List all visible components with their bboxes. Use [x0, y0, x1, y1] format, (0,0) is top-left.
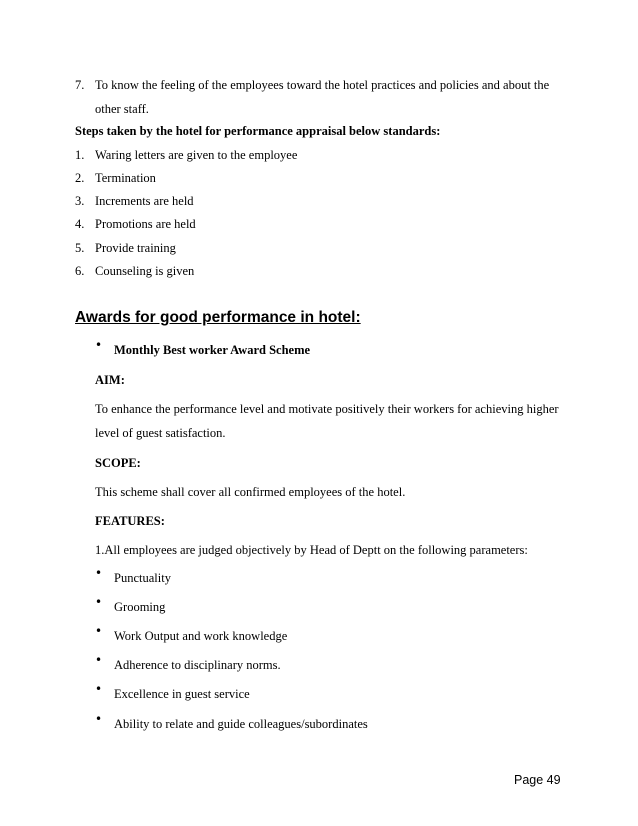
parameter-item: Ability to relate and guide colleagues/subordinates — [114, 717, 368, 731]
bullet-icon: • — [95, 653, 103, 667]
bullet-icon: • — [95, 595, 103, 609]
parameter-item: Adherence to disciplinary norms. — [114, 658, 281, 672]
steps-list-item — [75, 263, 194, 279]
item-7-line-1 — [75, 77, 549, 93]
parameter-item: Grooming — [114, 600, 166, 614]
bullet-icon: • — [95, 338, 103, 352]
awards-heading: Awards for good performance in hotel: — [75, 309, 361, 326]
steps-item-number: 2. — [75, 171, 85, 185]
aim-text-line-2: level of guest satisfaction. — [95, 426, 226, 440]
features-intro: 1.All employees are judged objectively by Head of Deptt on the following parameters: — [95, 543, 528, 557]
steps-list-item — [75, 240, 176, 256]
steps-item-text: Waring letters are given to the employee — [95, 148, 298, 162]
steps-item-text: Provide training — [95, 241, 176, 255]
scope-text: This scheme shall cover all confirmed employees of the hotel. — [95, 485, 406, 499]
steps-item-number: 5. — [75, 241, 85, 255]
steps-heading: Steps taken by the hotel for performance appraisal below standards: — [75, 124, 441, 138]
bullet-icon: • — [95, 682, 103, 696]
item-7-number: 7. — [75, 78, 85, 92]
aim-label: AIM: — [95, 373, 125, 387]
aim-text-line-1: To enhance the performance level and motivate positively their workers for achieving higher — [95, 402, 559, 416]
parameter-item: Punctuality — [114, 571, 171, 585]
steps-list-item — [75, 193, 194, 209]
steps-item-text: Promotions are held — [95, 217, 196, 231]
page-number: Page 49 — [514, 773, 561, 787]
steps-list-item — [75, 216, 196, 232]
steps-item-number: 6. — [75, 264, 85, 278]
steps-list-item — [75, 170, 156, 186]
parameter-item: Excellence in guest service — [114, 687, 250, 701]
steps-item-number: 4. — [75, 217, 85, 231]
steps-item-number: 1. — [75, 148, 85, 162]
steps-item-text: Counseling is given — [95, 264, 195, 278]
bullet-icon: • — [95, 566, 103, 580]
scope-label: SCOPE: — [95, 456, 141, 470]
item-7-text-line-1: To know the feeling of the employees toward the hotel practices and policies and about the — [95, 78, 550, 92]
steps-list-item — [75, 147, 297, 163]
bullet-icon: • — [95, 624, 103, 638]
scheme-title: Monthly Best worker Award Scheme — [114, 343, 311, 357]
features-label: FEATURES: — [95, 514, 165, 528]
steps-item-text: Termination — [95, 171, 156, 185]
steps-item-text: Increments are held — [95, 194, 194, 208]
bullet-icon: • — [95, 712, 103, 726]
parameter-item: Work Output and work knowledge — [114, 629, 288, 643]
item-7-text-line-2: other staff. — [95, 102, 149, 116]
steps-item-number: 3. — [75, 194, 85, 208]
